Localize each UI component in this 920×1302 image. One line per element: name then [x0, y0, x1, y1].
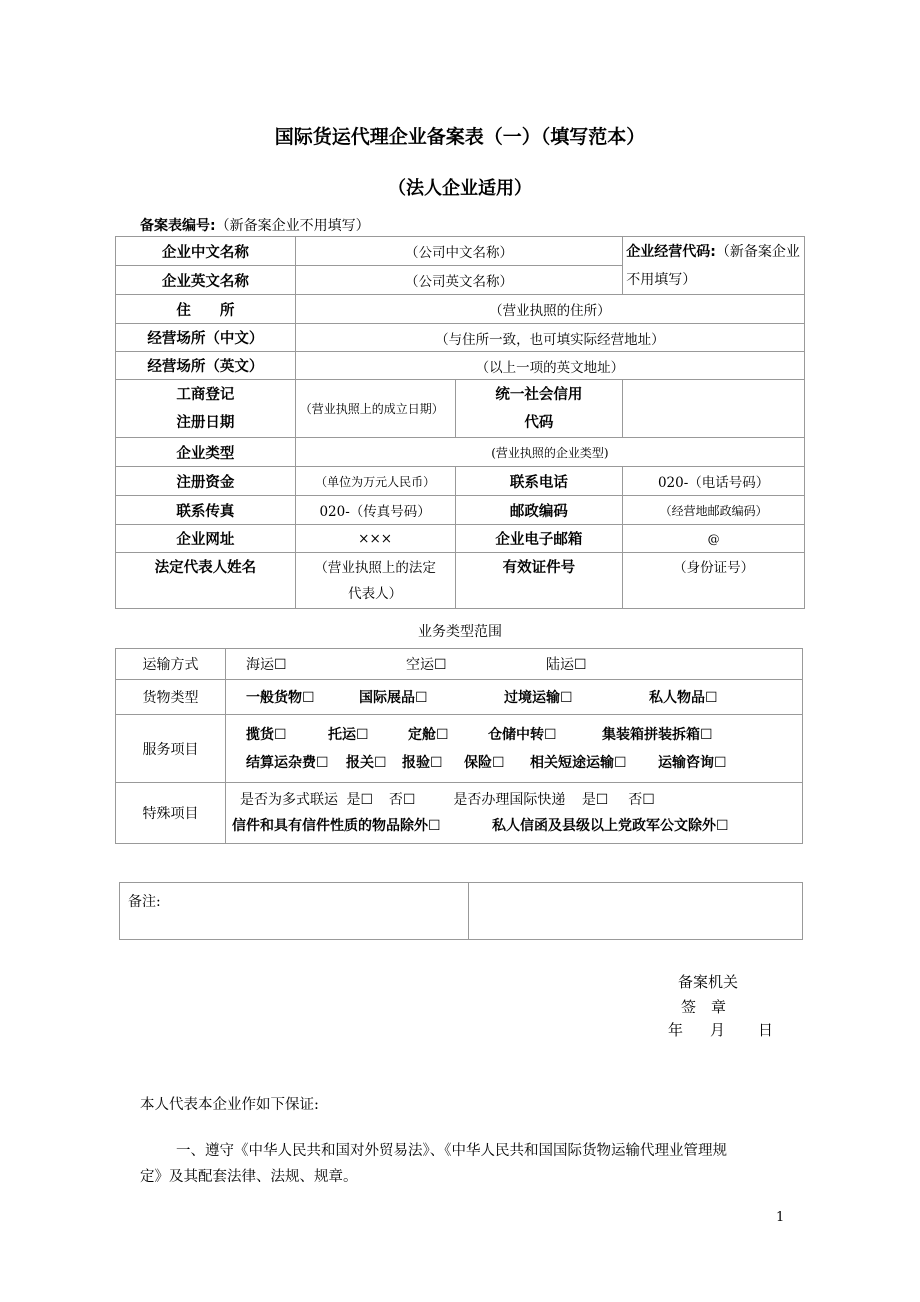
service-label: 服务项目 — [116, 715, 226, 783]
legal-rep-value: （营业执照上的法定 代表人） — [295, 553, 455, 609]
pledge-item1-line2: 定》及其配套法律、法规、规章。 — [140, 1169, 358, 1185]
option-exclude-official[interactable]: 私人信函及县级以上党政军公文除外☐ — [492, 818, 729, 834]
id-label: 有效证件号 — [455, 553, 623, 609]
option-short-haul[interactable]: 相关短途运输☐ — [530, 754, 627, 771]
date-day: 日 — [758, 1021, 774, 1039]
multimodal-question: 是否为多式联运 — [240, 792, 338, 808]
remarks-value[interactable] — [469, 883, 803, 940]
credit-code-label: 统一社会信用 代码 — [455, 380, 623, 438]
option-consign[interactable]: 托运☐ — [328, 726, 369, 743]
seal-label: 签 章 — [681, 998, 727, 1016]
legal-rep-label: 法定代表人姓名 — [116, 553, 296, 609]
option-exclude-letters[interactable]: 信件和具有信件性质的物品除外☐ — [232, 818, 441, 834]
option-sea[interactable]: 海运☐ — [246, 657, 287, 673]
special-row-2 — [232, 813, 794, 839]
express-question: 是否办理国际快递 — [453, 792, 566, 808]
type-value: (营业执照的企业类型) — [295, 438, 804, 467]
enterprise-info-table — [115, 236, 805, 609]
option-consulting[interactable]: 运输咨询☐ — [658, 754, 727, 771]
op-code-cell — [623, 237, 805, 295]
op-code-value: （新备案企业不用填写） — [626, 243, 800, 288]
date-month: 月 — [710, 1021, 726, 1039]
filing-authority: 备案机关 — [678, 973, 739, 991]
option-land[interactable]: 陆运☐ — [546, 657, 587, 673]
en-name-label: 企业英文名称 — [116, 266, 296, 295]
fax-label: 联系传真 — [116, 496, 296, 525]
multimodal-yes[interactable]: 是☐ — [346, 792, 374, 808]
email-label: 企业电子邮箱 — [455, 525, 623, 553]
postcode-value: （经营地邮政编码） — [623, 496, 805, 525]
pledge-intro: 本人代表本企业作如下保证: — [140, 1097, 319, 1113]
email-value: @ — [623, 525, 805, 553]
option-booking[interactable]: 定舱☐ — [408, 726, 449, 743]
filing-number-value: （新备案企业不用填写） — [215, 218, 370, 234]
special-label: 特殊项目 — [116, 783, 226, 844]
special-row-1 — [232, 787, 794, 813]
multimodal-no[interactable]: 否☐ — [388, 792, 416, 808]
transport-options — [226, 649, 803, 680]
capital-label: 注册资金 — [116, 467, 296, 496]
business-scope-title: 业务类型范围 — [418, 624, 502, 640]
postcode-label: 邮政编码 — [455, 496, 623, 525]
reg-date-value: （营业执照上的成立日期） — [295, 380, 455, 438]
site-cn-value: （与住所一致，也可填实际经营地址） — [295, 324, 804, 352]
document-title: 国际货运代理企业备案表（一）（填写范本） — [274, 126, 646, 148]
service-options — [226, 715, 803, 783]
reg-date-label: 工商登记 注册日期 — [116, 380, 296, 438]
option-warehouse[interactable]: 仓储中转☐ — [488, 726, 557, 743]
capital-value: （单位为万元人民币） — [295, 467, 455, 496]
cn-name-label: 企业中文名称 — [116, 237, 296, 266]
site-cn-label: 经营场所（中文） — [116, 324, 296, 352]
service-row-2 — [246, 749, 794, 777]
en-name-value: （公司英文名称） — [295, 266, 622, 295]
service-row-1 — [246, 721, 794, 749]
phone-label: 联系电话 — [455, 467, 623, 496]
option-container[interactable]: 集装箱拼装拆箱☐ — [602, 726, 713, 743]
option-personal-goods[interactable]: 私人物品☐ — [649, 690, 718, 706]
option-settle-fees[interactable]: 结算运杂费☐ — [246, 754, 329, 771]
site-en-value: （以上一项的英文地址） — [295, 352, 804, 380]
fax-value: 020-（传真号码） — [295, 496, 455, 525]
business-scope-table — [115, 648, 803, 844]
option-general-goods[interactable]: 一般货物☐ — [246, 690, 315, 706]
option-transit[interactable]: 过境运输☐ — [504, 690, 573, 706]
website-value: ××× — [295, 525, 455, 553]
op-code-label: 企业经营代码: — [626, 243, 716, 260]
site-en-label: 经营场所（英文） — [116, 352, 296, 380]
option-customs[interactable]: 报关☐ — [346, 754, 387, 771]
filing-number-label: 备案表编号: — [140, 218, 216, 234]
date-year: 年 — [668, 1021, 684, 1039]
pledge-item1-line1: 一、遵守《中华人民共和国对外贸易法》、《中华人民共和国国际货物运输代理业管理规 — [176, 1143, 727, 1159]
phone-value: 020-（电话号码） — [623, 467, 805, 496]
express-no[interactable]: 否☐ — [628, 792, 655, 808]
website-label: 企业网址 — [116, 525, 296, 553]
type-label: 企业类型 — [116, 438, 296, 467]
address-label: 住 所 — [116, 295, 296, 324]
option-inspection[interactable]: 报验☐ — [402, 754, 443, 771]
goods-options — [226, 680, 803, 715]
option-insurance[interactable]: 保险☐ — [464, 754, 505, 771]
special-options — [226, 783, 803, 844]
id-value: （身份证号） — [623, 553, 805, 609]
transport-label: 运输方式 — [116, 649, 226, 680]
option-air[interactable]: 空运☐ — [406, 657, 447, 673]
express-yes[interactable]: 是☐ — [581, 792, 609, 808]
remarks-table — [119, 882, 803, 940]
filing-number — [140, 215, 370, 235]
document-subtitle: （法人企业适用） — [388, 178, 532, 199]
cn-name-value: （公司中文名称） — [295, 237, 622, 266]
goods-label: 货物类型 — [116, 680, 226, 715]
address-value: （营业执照的住所） — [295, 295, 804, 324]
option-canvass[interactable]: 揽货☐ — [246, 726, 287, 743]
remarks-label: 备注: — [120, 883, 469, 940]
option-exhibits[interactable]: 国际展品☐ — [359, 690, 428, 706]
page-number: 1 — [776, 1210, 785, 1225]
credit-code-value — [623, 380, 805, 438]
